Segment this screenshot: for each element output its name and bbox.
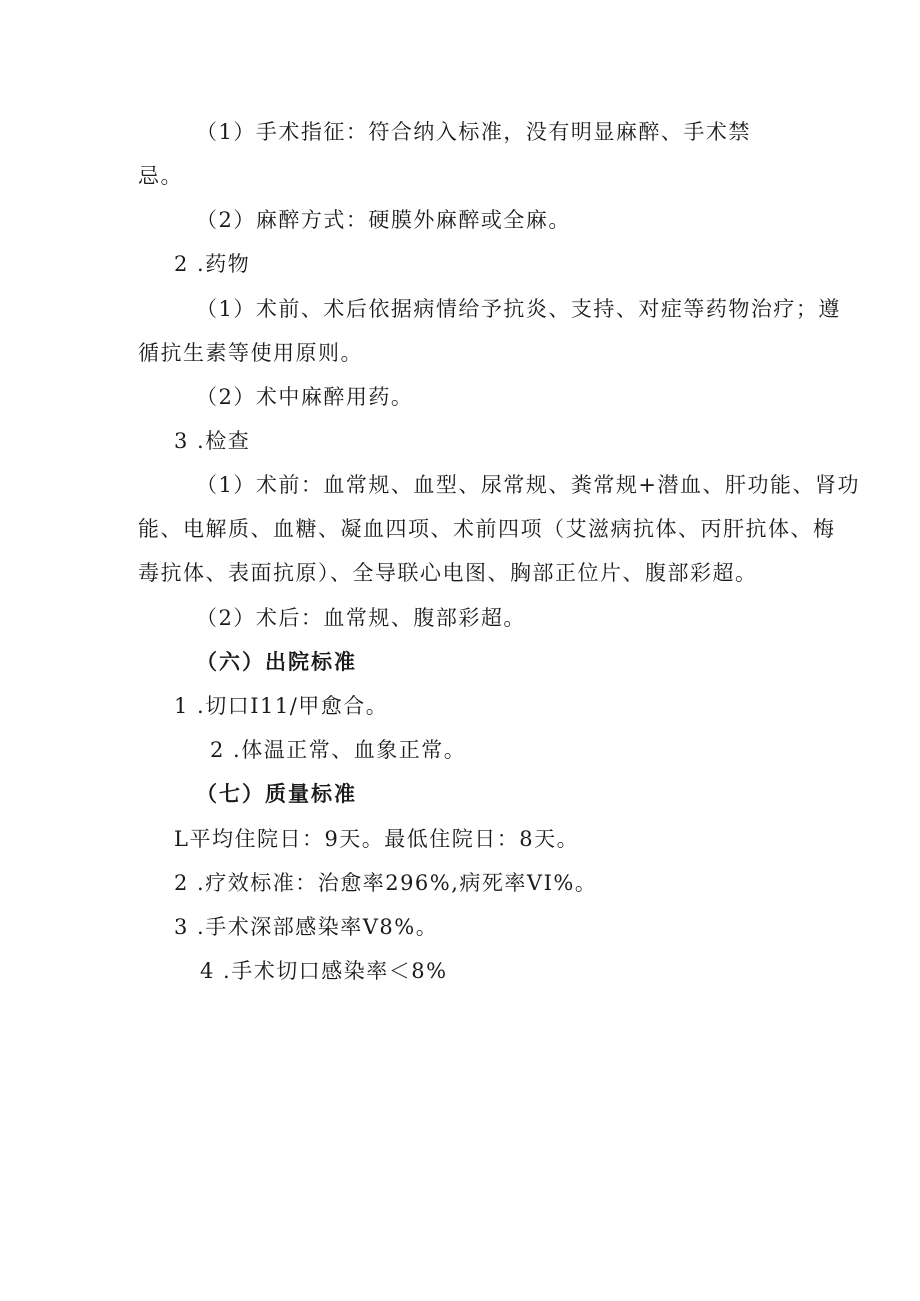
examination-preop-continuation-2: 毒抗体、表面抗原）、全导联心电图、胸部正位片、腹部彩超。: [138, 561, 758, 585]
examination-postop-line: （2）术后：血常规、腹部彩超。: [196, 606, 526, 630]
quality-standards-item-4: 4 .手术切口感染率＜8%: [200, 959, 448, 983]
medication-preop-continuation: 循抗生素等使用原则。: [138, 341, 363, 365]
discharge-criteria-heading: （六）出院标准: [196, 649, 357, 674]
quality-standards-heading: （七）质量标准: [196, 781, 357, 806]
quality-standards-item-2: 2 .疗效标准：治愈率296%,病死率VI%。: [174, 871, 598, 895]
quality-standards-item-3: 3 .手术深部感染率V8%。: [174, 915, 439, 939]
medication-intraop-line: （2）术中麻醉用药。: [196, 385, 414, 409]
examination-preop-continuation-1: 能、电解质、血糖、凝血四项、术前四项（艾滋病抗体、丙肝抗体、梅: [138, 517, 836, 541]
examination-heading: 3 .检查: [174, 429, 251, 453]
medication-preop-line: （1）术前、术后依据病情给予抗炎、支持、对症等药物治疗；遵: [196, 297, 841, 321]
surgery-indication-continuation: 忌。: [138, 164, 183, 188]
discharge-criteria-item-1: 1 .切口I11/甲愈合。: [174, 694, 389, 718]
anesthesia-method-line: （2）麻醉方式：硬膜外麻醉或全麻。: [196, 208, 571, 232]
quality-standards-item-1: L平均住院日：9天。最低住院日：8天。: [174, 827, 580, 851]
examination-preop-line: （1）术前：血常规、血型、尿常规、粪常规+潜血、肝功能、肾功: [196, 473, 860, 497]
surgery-indication-line: （1）手术指征：符合纳入标准，没有明显麻醉、手术禁: [196, 120, 751, 144]
discharge-criteria-item-2: 2 .体温正常、血象正常。: [210, 738, 467, 762]
medication-heading: 2 .药物: [174, 252, 251, 276]
